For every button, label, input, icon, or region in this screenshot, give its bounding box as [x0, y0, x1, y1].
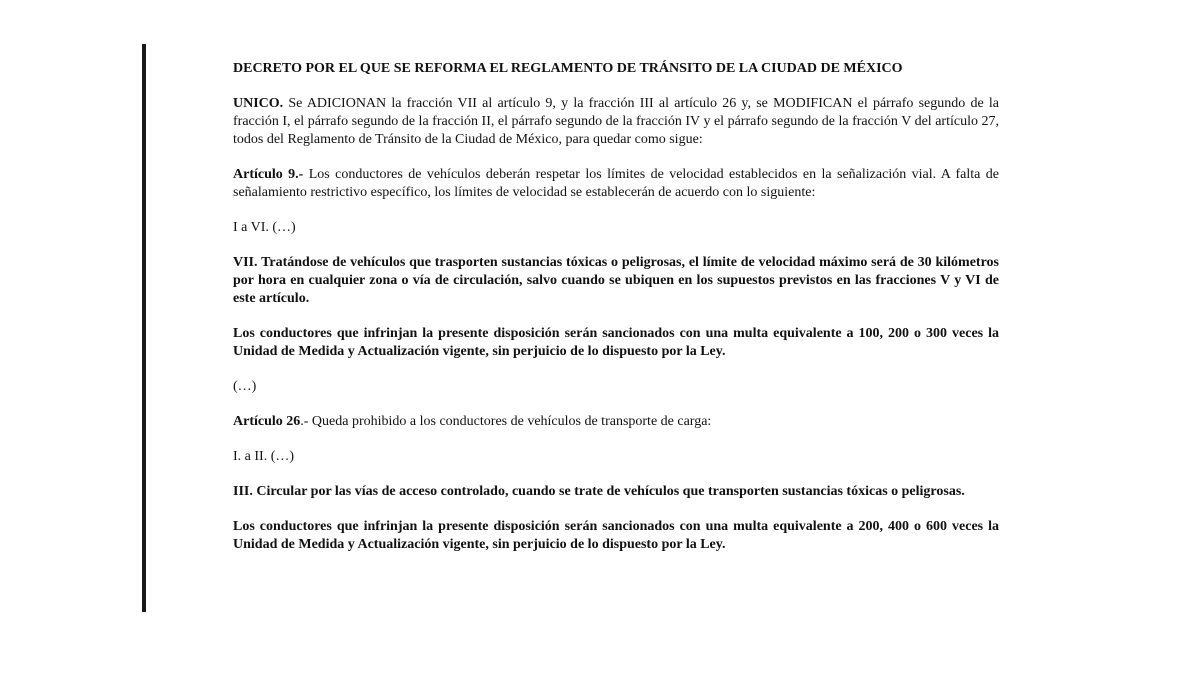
- unico-text: Se ADICIONAN la fracción VII al artículo 9, y la fracción III al artículo 26 y, se MODIFICAN el párrafo segundo de la fracción I, el párrafo segundo de la fracción II, el párrafo segundo de la fracción IV y el párrafo segundo de la fracción V del artículo 27, todos del Reglamento de Tránsito de la Ciudad de México, para quedar como sigue:: [233, 96, 999, 147]
- document-title: DECRETO POR EL QUE SE REFORMA EL REGLAMENTO DE TRÁNSITO DE LA CIUDAD DE MÉXICO: [233, 61, 903, 76]
- articulo-9-omitted-fractions: I a VI. (…): [233, 220, 296, 235]
- articulo-26-lead: Artículo 26: [233, 414, 301, 429]
- unico-paragraph: [233, 95, 999, 149]
- articulo-26-omitted-fractions: I. a II. (…): [233, 449, 295, 464]
- document-body: [233, 60, 999, 571]
- articulo-9-fraccion-vii: VII. Tratándose de vehículos que trasporten sustancias tóxicas o peligrosas, el límite de velocidad máximo será de 30 kilómetros por hora en cualquier zona o vía de circulación, salvo cuando se ubiquen en los supuestos previstos en las fracciones V y VI de este artículo.: [233, 255, 999, 306]
- articulo-9-lead: Artículo 9.-: [233, 167, 304, 182]
- articulo-26-sancion: Los conductores que infrinjan la presente disposición serán sancionados con una multa equivalente a 200, 400 o 600 veces la Unidad de Medida y Actualización vigente, sin perjuicio de lo dispuesto por la Ley.: [233, 519, 999, 552]
- margin-rule: [142, 44, 146, 612]
- articulo-9-paragraph: [233, 166, 999, 202]
- articulo-26-text: .- Queda prohibido a los conductores de vehículos de transporte de carga:: [300, 414, 712, 429]
- articulo-9-sancion: Los conductores que infrinjan la presente disposición serán sancionados con una multa equivalente a 100, 200 o 300 veces la Unidad de Medida y Actualización vigente, sin perjuicio de lo dispuesto por la Ley.: [233, 326, 999, 359]
- articulo-26-fraccion-iii: III. Circular por las vías de acceso controlado, cuando se trate de vehículos que transporten sustancias tóxicas o peligrosas.: [233, 484, 965, 499]
- articulo-9-text: Los conductores de vehículos deberán respetar los límites de velocidad establecidos en la señalización vial. A falta de señalamiento restrictivo específico, los límites de velocidad se establecerán de acuerdo con lo siguiente:: [233, 167, 999, 200]
- omitted-ellipsis: (…): [233, 379, 257, 394]
- articulo-26-paragraph: [233, 413, 999, 431]
- unico-lead: UNICO.: [233, 96, 284, 111]
